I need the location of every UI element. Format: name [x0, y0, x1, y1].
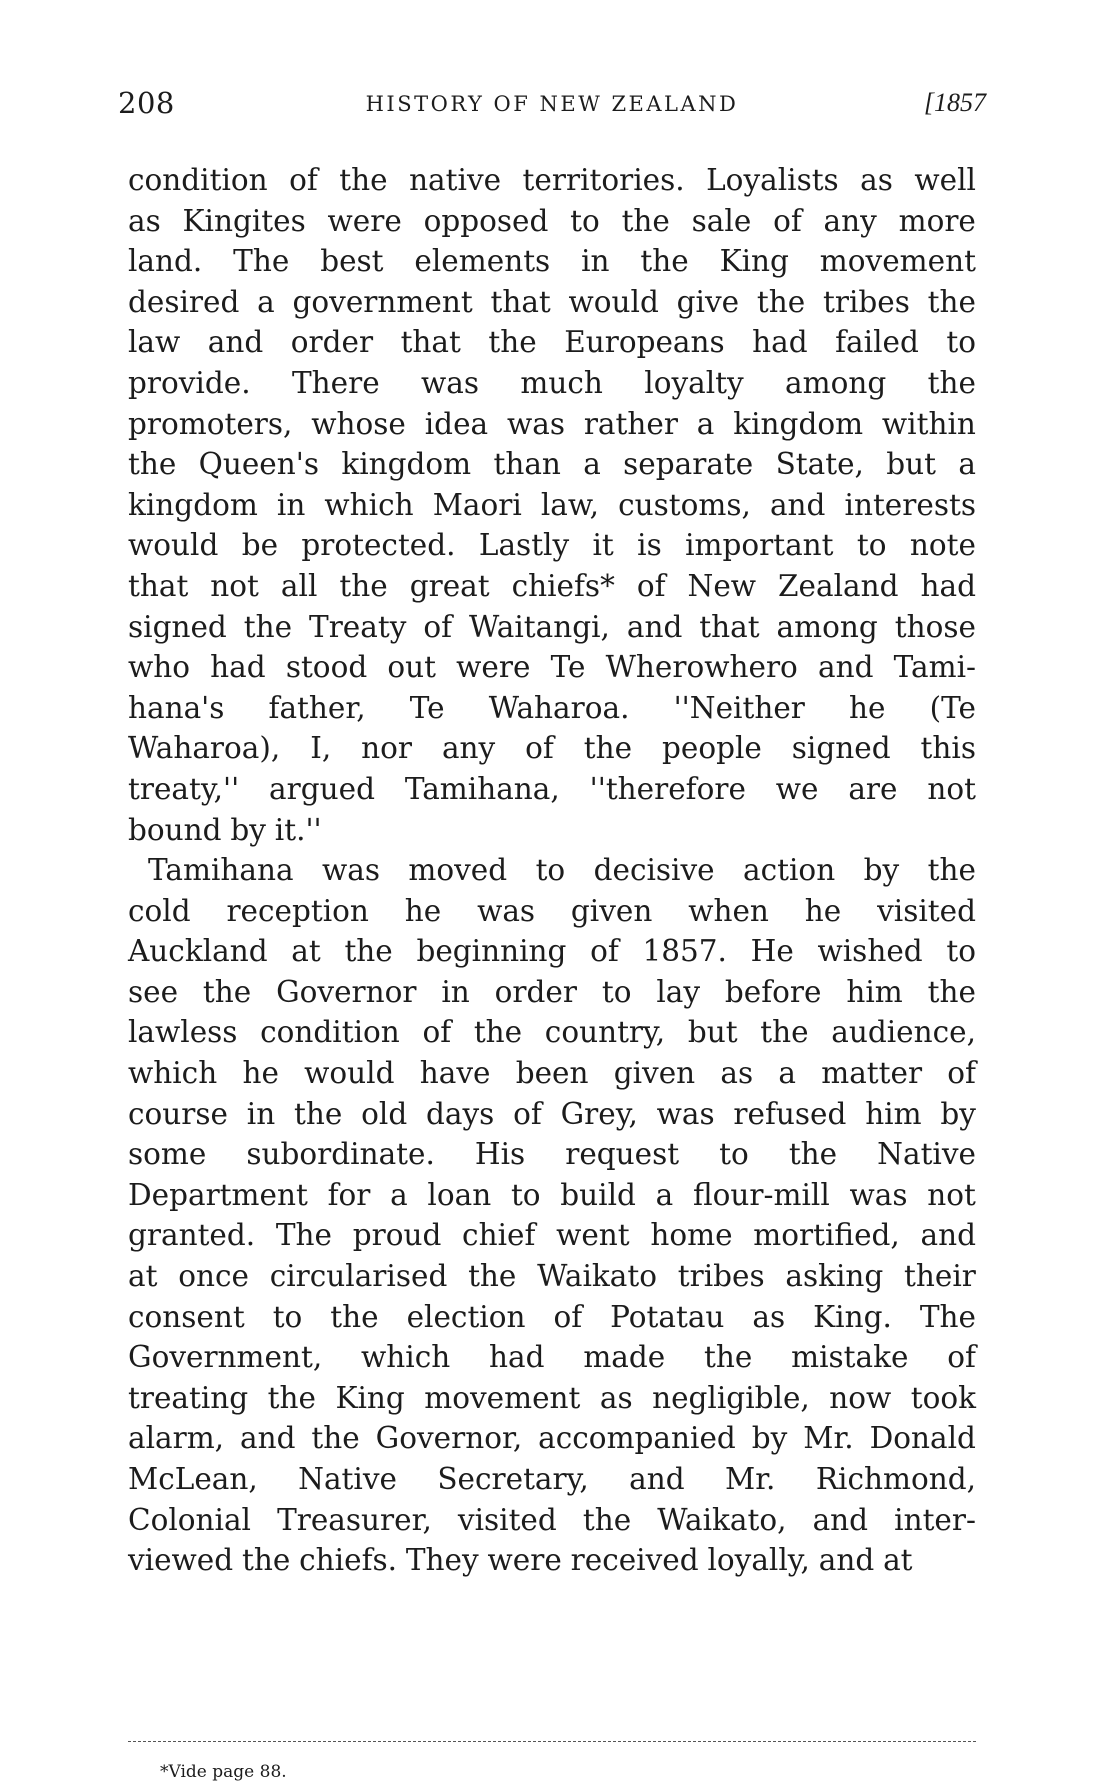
- text-line: which he would have been given as a matter of: [128, 1056, 976, 1091]
- text-line: at once circularised the Waikato tribes asking their: [128, 1259, 976, 1294]
- page-number: 208: [118, 86, 175, 120]
- text-line: Government, which had made the mistake of: [128, 1340, 976, 1375]
- text-line: would be protected. Lastly it is important to note: [128, 528, 976, 563]
- text-line: that not all the great chiefs* of New Zealand had: [128, 568, 976, 603]
- text-line: Department for a loan to build a flour-mill was not: [128, 1177, 976, 1212]
- text-line: see the Governor in order to lay before him the: [128, 974, 976, 1009]
- body-text: [128, 160, 976, 1581]
- text-line: treating the King movement as negligible, now took: [128, 1380, 976, 1415]
- text-line: condition of the native territories. Loyalists as well: [128, 163, 976, 197]
- text-line: alarm, and the Governor, accompanied by Mr. Donald: [128, 1421, 976, 1456]
- text-line: granted. The proud chief went home mortified, and: [128, 1218, 976, 1253]
- text-line: promoters, whose idea was rather a kingdom within: [128, 406, 976, 441]
- text-line: consent to the election of Potatau as King. The: [128, 1299, 976, 1334]
- text-line: cold reception he was given when he visited: [128, 893, 976, 928]
- text-line: viewed the chiefs. They were received loyally, and at: [128, 1543, 913, 1578]
- text-line: as Kingites were opposed to the sale of any more: [128, 203, 976, 238]
- text-line: bound by it.'': [128, 812, 322, 847]
- text-line: Colonial Treasurer, visited the Waikato, and inter-: [128, 1502, 976, 1537]
- text-line: Tamihana was moved to decisive action by the: [148, 853, 976, 888]
- text-line: law and order that the Europeans had failed to: [128, 325, 976, 360]
- text-line: Auckland at the beginning of 1857. He wished to: [128, 934, 976, 969]
- text-line: course in the old days of Grey, was refused him by: [128, 1096, 976, 1131]
- footnote: *Vide page 88.: [160, 1762, 287, 1782]
- header-year: [1857: [923, 88, 986, 117]
- text-line: lawless condition of the country, but the audience,: [128, 1015, 976, 1050]
- text-line: signed the Treaty of Waitangi, and that among those: [128, 609, 976, 644]
- page-header: [118, 86, 986, 126]
- running-head: HISTORY OF NEW ZEALAND: [365, 92, 739, 116]
- footnote-rule: [128, 1741, 976, 1742]
- text-line: hana's father, Te Waharoa. ''Neither he (Te: [128, 690, 976, 725]
- text-line: treaty,'' argued Tamihana, ''therefore we are not: [128, 771, 976, 806]
- text-line: some subordinate. His request to the Native: [128, 1137, 976, 1172]
- text-line: provide. There was much loyalty among the: [128, 365, 976, 400]
- text-line: desired a government that would give the tribes the: [128, 284, 976, 319]
- text-line: kingdom in which Maori law, customs, and interests: [128, 487, 976, 522]
- text-line: who had stood out were Te Wherowhero and Tami-: [128, 650, 976, 685]
- text-line: McLean, Native Secretary, and Mr. Richmond,: [128, 1462, 976, 1496]
- text-line: land. The best elements in the King movement: [128, 244, 976, 279]
- text-line: the Queen's kingdom than a separate State, but a: [128, 447, 976, 482]
- text-line: Waharoa), I, nor any of the people signed this: [128, 731, 976, 766]
